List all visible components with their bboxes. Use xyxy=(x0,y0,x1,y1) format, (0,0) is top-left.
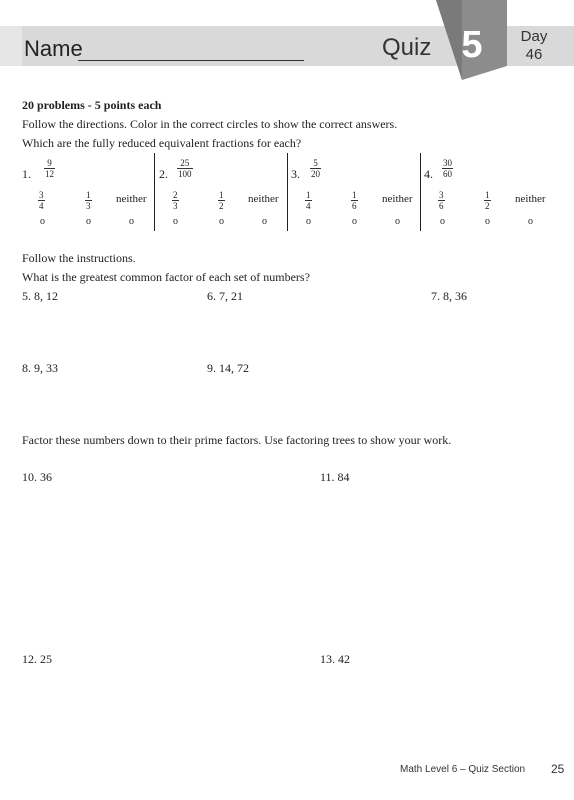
day-number: 46 xyxy=(525,46,543,63)
answer-circle[interactable]: o xyxy=(219,216,224,227)
name-label: Name xyxy=(24,36,83,61)
directions-text: Follow the directions. Color in the correct circles to show the correct answers. xyxy=(22,117,398,131)
quiz-label: Quiz xyxy=(382,34,432,61)
factor-problem-11: 11. 84 xyxy=(320,470,350,484)
divider xyxy=(420,153,421,231)
gcf-instructions: Follow the instructions. xyxy=(22,251,136,265)
factor-instructions: Factor these numbers down to their prime factors. Use factoring trees to show your work. xyxy=(22,433,452,447)
question-text: Which are the fully reduced equivalent fractions for each? xyxy=(22,136,302,150)
option-fraction-b: $\frac{1}{3}$ xyxy=(86,190,91,211)
given-fraction: $\frac{25}{100}$ xyxy=(178,158,192,179)
option-fraction-a: $\frac{1}{4}$ xyxy=(306,190,311,211)
points-heading: 20 problems - 5 points each xyxy=(22,98,162,112)
problem-number: 2. xyxy=(159,167,168,181)
factor-problem-10: 10. 36 xyxy=(22,470,52,484)
answer-circle[interactable]: o xyxy=(40,216,45,227)
gcf-question: What is the greatest common factor of each set of numbers? xyxy=(22,270,310,284)
answer-circle[interactable]: o xyxy=(485,216,490,227)
answer-circle[interactable]: o xyxy=(352,216,357,227)
option-fraction-a: $\frac{3}{4}$ xyxy=(39,190,44,211)
problem-number: 3. xyxy=(291,167,300,181)
option-neither: neither xyxy=(382,193,413,205)
option-fraction-b: $\frac{1}{2}$ xyxy=(219,190,224,211)
factor-problem-12: 12. 25 xyxy=(22,652,52,666)
answer-circle[interactable]: o xyxy=(262,216,267,227)
answer-circle[interactable]: o xyxy=(306,216,311,227)
day-label: Day xyxy=(520,28,548,45)
answer-circle[interactable]: o xyxy=(528,216,533,227)
given-fraction: $\frac{5}{20}$ xyxy=(311,158,320,179)
divider xyxy=(287,153,288,231)
gcf-problem-6: 6. 7, 21 xyxy=(207,289,243,303)
gcf-problem-7: 7. 8, 36 xyxy=(431,289,467,303)
answer-circle[interactable]: o xyxy=(173,216,178,227)
answer-circle[interactable]: o xyxy=(440,216,445,227)
option-neither: neither xyxy=(116,193,147,205)
given-fraction: $\frac{9}{12}$ xyxy=(45,158,54,179)
option-neither: neither xyxy=(248,193,279,205)
answer-circle[interactable]: o xyxy=(86,216,91,227)
page-number: 25 xyxy=(551,762,565,776)
header-band-left xyxy=(0,26,22,66)
quiz-number: 5 xyxy=(461,24,483,66)
answer-circle[interactable]: o xyxy=(129,216,134,227)
gcf-problem-8: 8. 9, 33 xyxy=(22,361,58,375)
day-box xyxy=(503,28,565,64)
footer-text: Math Level 6 – Quiz Section xyxy=(400,764,526,775)
gcf-problem-5: 5. 8, 12 xyxy=(22,289,58,303)
option-neither: neither xyxy=(515,193,546,205)
option-fraction-b: $\frac{1}{6}$ xyxy=(352,190,357,211)
gcf-problem-9: 9. 14, 72 xyxy=(207,361,249,375)
problem-number: 4. xyxy=(424,167,433,181)
option-fraction-a: $\frac{2}{3}$ xyxy=(173,190,178,211)
divider xyxy=(154,153,155,231)
option-fraction-a: $\frac{3}{6}$ xyxy=(439,190,444,211)
factor-problem-13: 13. 42 xyxy=(320,652,350,666)
given-fraction: $\frac{30}{60}$ xyxy=(443,158,452,179)
answer-circle[interactable]: o xyxy=(395,216,400,227)
option-fraction-b: $\frac{1}{2}$ xyxy=(485,190,490,211)
name-line xyxy=(78,60,304,61)
problem-number: 1. xyxy=(22,167,31,181)
